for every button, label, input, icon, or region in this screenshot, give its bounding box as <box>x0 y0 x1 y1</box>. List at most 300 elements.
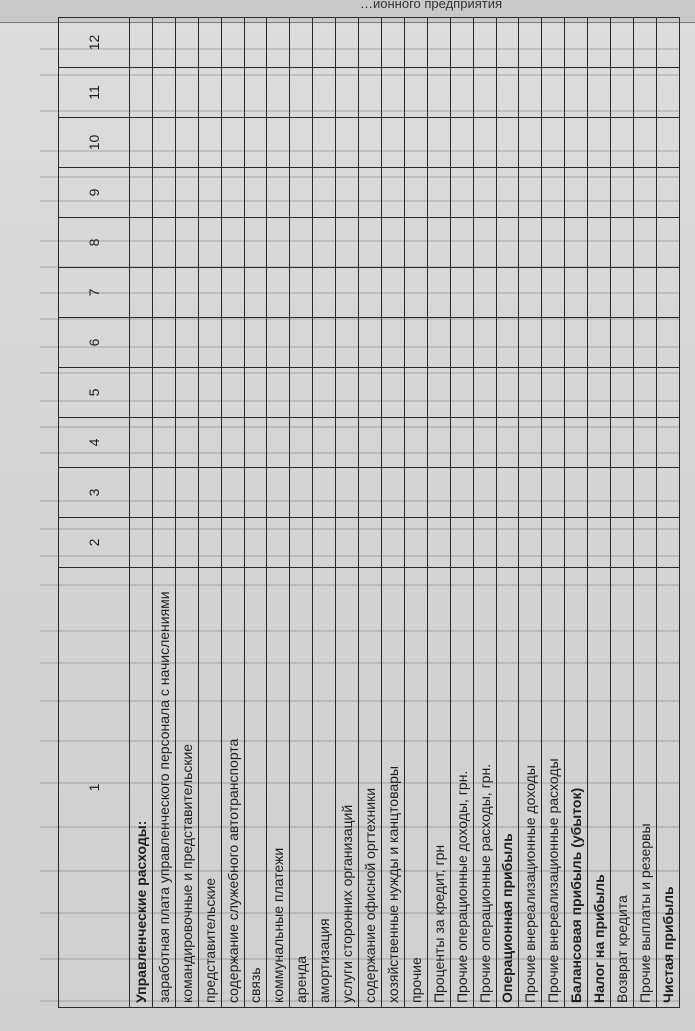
empty-cell <box>267 368 290 418</box>
empty-cell <box>175 118 198 168</box>
empty-cell <box>542 318 565 368</box>
empty-cell <box>588 418 611 468</box>
empty-cell <box>450 418 473 468</box>
table-row <box>473 18 496 1008</box>
row-label: Прочие внереализационные доходы <box>519 568 542 1008</box>
empty-cell <box>130 218 153 268</box>
empty-cell <box>519 518 542 568</box>
empty-cell <box>633 168 656 218</box>
empty-cell <box>359 368 382 418</box>
empty-cell <box>336 18 359 68</box>
empty-cell <box>313 418 336 468</box>
empty-cell <box>381 118 404 168</box>
empty-cell <box>565 218 588 268</box>
empty-cell <box>267 68 290 118</box>
empty-cell <box>542 468 565 518</box>
empty-cell <box>519 368 542 418</box>
row-label: Прочие операционные расходы, грн. <box>473 568 496 1008</box>
empty-cell <box>496 168 519 218</box>
empty-cell <box>427 168 450 218</box>
empty-cell <box>359 168 382 218</box>
empty-cell <box>496 68 519 118</box>
empty-cell <box>450 118 473 168</box>
empty-cell <box>588 218 611 268</box>
column-number-3: 3 <box>59 468 130 518</box>
empty-cell <box>198 418 221 468</box>
empty-cell <box>496 468 519 518</box>
empty-cell <box>359 418 382 468</box>
empty-cell <box>542 268 565 318</box>
empty-cell <box>519 418 542 468</box>
row-label: аренда <box>290 568 313 1008</box>
empty-cell <box>130 368 153 418</box>
empty-cell <box>290 118 313 168</box>
empty-cell <box>175 518 198 568</box>
empty-cell <box>519 18 542 68</box>
table-row <box>519 18 542 1008</box>
empty-cell <box>152 268 175 318</box>
empty-cell <box>588 168 611 218</box>
empty-cell <box>313 168 336 218</box>
empty-cell <box>359 18 382 68</box>
empty-cell <box>656 18 679 68</box>
table-row <box>565 18 588 1008</box>
empty-cell <box>633 268 656 318</box>
empty-cell <box>656 318 679 368</box>
empty-cell <box>611 368 634 418</box>
empty-cell <box>450 518 473 568</box>
empty-cell <box>336 368 359 418</box>
empty-cell <box>381 418 404 468</box>
table-row <box>336 18 359 1008</box>
empty-cell <box>267 218 290 268</box>
empty-cell <box>130 318 153 368</box>
table-row <box>267 18 290 1008</box>
row-label: хозяйственные нужды и канцтовары <box>381 568 404 1008</box>
running-header: …ионного предприятия <box>360 0 503 11</box>
empty-cell <box>290 368 313 418</box>
empty-cell <box>244 518 267 568</box>
empty-cell <box>130 168 153 218</box>
empty-cell <box>152 18 175 68</box>
empty-cell <box>290 218 313 268</box>
column-number-6: 6 <box>59 318 130 368</box>
empty-cell <box>427 68 450 118</box>
table-row <box>588 18 611 1008</box>
empty-cell <box>381 518 404 568</box>
empty-cell <box>152 518 175 568</box>
table-row <box>450 18 473 1008</box>
empty-cell <box>496 518 519 568</box>
row-label: Балансовая прибыль (убыток) <box>565 568 588 1008</box>
empty-cell <box>381 218 404 268</box>
empty-cell <box>313 518 336 568</box>
empty-cell <box>152 318 175 368</box>
empty-cell <box>450 18 473 68</box>
row-label: представительские <box>198 568 221 1008</box>
row-label: Прочие внереализационные расходы <box>542 568 565 1008</box>
empty-cell <box>542 68 565 118</box>
empty-cell <box>427 118 450 168</box>
empty-cell <box>611 118 634 168</box>
row-label: содержание служебного автотранспорта <box>221 568 244 1008</box>
table-row <box>656 18 679 1008</box>
empty-cell <box>427 318 450 368</box>
empty-cell <box>633 68 656 118</box>
empty-cell <box>588 318 611 368</box>
empty-cell <box>404 468 427 518</box>
empty-cell <box>198 368 221 418</box>
empty-cell <box>565 68 588 118</box>
empty-cell <box>313 118 336 168</box>
empty-cell <box>267 18 290 68</box>
empty-cell <box>473 18 496 68</box>
empty-cell <box>198 218 221 268</box>
empty-cell <box>473 368 496 418</box>
empty-cell <box>588 268 611 318</box>
empty-cell <box>633 368 656 418</box>
empty-cell <box>244 168 267 218</box>
empty-cell <box>152 418 175 468</box>
row-label: связь <box>244 568 267 1008</box>
empty-cell <box>130 18 153 68</box>
empty-cell <box>336 468 359 518</box>
empty-cell <box>221 168 244 218</box>
empty-cell <box>198 468 221 518</box>
empty-cell <box>611 318 634 368</box>
empty-cell <box>404 518 427 568</box>
empty-cell <box>473 218 496 268</box>
empty-cell <box>267 268 290 318</box>
empty-cell <box>313 18 336 68</box>
empty-cell <box>175 268 198 318</box>
empty-cell <box>290 418 313 468</box>
empty-cell <box>313 468 336 518</box>
empty-cell <box>633 18 656 68</box>
row-label: Управленческие расходы: <box>130 568 153 1008</box>
table-row <box>152 18 175 1008</box>
empty-cell <box>404 218 427 268</box>
empty-cell <box>336 118 359 168</box>
empty-cell <box>290 68 313 118</box>
empty-cell <box>267 468 290 518</box>
empty-cell <box>519 468 542 518</box>
empty-cell <box>404 118 427 168</box>
empty-cell <box>244 468 267 518</box>
empty-cell <box>496 368 519 418</box>
empty-cell <box>244 218 267 268</box>
empty-cell <box>152 68 175 118</box>
row-label: Чистая прибыль <box>656 568 679 1008</box>
empty-cell <box>611 268 634 318</box>
empty-cell <box>565 118 588 168</box>
empty-cell <box>404 68 427 118</box>
empty-cell <box>496 218 519 268</box>
empty-cell <box>221 268 244 318</box>
column-number-10: 10 <box>59 118 130 168</box>
empty-cell <box>404 318 427 368</box>
empty-cell <box>611 518 634 568</box>
empty-cell <box>473 468 496 518</box>
empty-cell <box>519 268 542 318</box>
empty-cell <box>496 18 519 68</box>
empty-cell <box>565 318 588 368</box>
empty-cell <box>381 318 404 368</box>
empty-cell <box>336 268 359 318</box>
empty-cell <box>450 368 473 418</box>
empty-cell <box>221 68 244 118</box>
table-row <box>404 18 427 1008</box>
empty-cell <box>519 168 542 218</box>
empty-cell <box>611 168 634 218</box>
row-label: амортизация <box>313 568 336 1008</box>
empty-cell <box>359 118 382 168</box>
empty-cell <box>473 268 496 318</box>
empty-cell <box>611 418 634 468</box>
empty-cell <box>244 18 267 68</box>
empty-cell <box>427 18 450 68</box>
empty-cell <box>381 468 404 518</box>
empty-cell <box>244 268 267 318</box>
empty-cell <box>656 68 679 118</box>
empty-cell <box>611 18 634 68</box>
row-label: услуги сторонних организаций <box>336 568 359 1008</box>
empty-cell <box>542 118 565 168</box>
empty-cell <box>427 518 450 568</box>
empty-cell <box>175 18 198 68</box>
empty-cell <box>588 518 611 568</box>
empty-cell <box>473 168 496 218</box>
empty-cell <box>633 418 656 468</box>
empty-cell <box>198 18 221 68</box>
column-number-9: 9 <box>59 168 130 218</box>
empty-cell <box>611 68 634 118</box>
empty-cell <box>313 368 336 418</box>
empty-cell <box>175 368 198 418</box>
empty-cell <box>450 268 473 318</box>
empty-cell <box>152 118 175 168</box>
empty-cell <box>359 318 382 368</box>
empty-cell <box>381 168 404 218</box>
empty-cell <box>198 68 221 118</box>
empty-cell <box>152 218 175 268</box>
empty-cell <box>152 368 175 418</box>
table-row <box>130 18 153 1008</box>
empty-cell <box>542 168 565 218</box>
empty-cell <box>244 368 267 418</box>
empty-cell <box>130 118 153 168</box>
empty-cell <box>473 318 496 368</box>
column-number-11: 11 <box>59 68 130 118</box>
empty-cell <box>290 168 313 218</box>
column-number-1: 1 <box>59 568 130 1008</box>
empty-cell <box>175 418 198 468</box>
empty-cell <box>565 168 588 218</box>
empty-cell <box>633 118 656 168</box>
empty-cell <box>633 468 656 518</box>
empty-cell <box>290 318 313 368</box>
empty-cell <box>359 218 382 268</box>
row-label: Налог на прибыль <box>588 568 611 1008</box>
column-number-7: 7 <box>59 268 130 318</box>
empty-cell <box>519 218 542 268</box>
empty-cell <box>473 518 496 568</box>
empty-cell <box>450 318 473 368</box>
row-label: Возврат кредита <box>611 568 634 1008</box>
empty-cell <box>313 268 336 318</box>
empty-cell <box>244 68 267 118</box>
empty-cell <box>404 168 427 218</box>
empty-cell <box>496 268 519 318</box>
row-label: Прочие операционные доходы, грн. <box>450 568 473 1008</box>
empty-cell <box>290 18 313 68</box>
empty-cell <box>244 318 267 368</box>
empty-cell <box>633 518 656 568</box>
empty-cell <box>656 168 679 218</box>
table-row <box>244 18 267 1008</box>
column-number-8: 8 <box>59 218 130 268</box>
empty-cell <box>381 18 404 68</box>
row-label: коммунальные платежи <box>267 568 290 1008</box>
empty-cell <box>221 218 244 268</box>
empty-cell <box>404 368 427 418</box>
empty-cell <box>450 168 473 218</box>
empty-cell <box>656 268 679 318</box>
empty-cell <box>244 418 267 468</box>
empty-cell <box>267 318 290 368</box>
empty-cell <box>152 168 175 218</box>
empty-cell <box>450 218 473 268</box>
empty-cell <box>336 168 359 218</box>
empty-cell <box>359 468 382 518</box>
empty-cell <box>130 418 153 468</box>
empty-cell <box>565 418 588 468</box>
table-row <box>611 18 634 1008</box>
empty-cell <box>633 318 656 368</box>
table-row <box>198 18 221 1008</box>
empty-cell <box>565 518 588 568</box>
empty-cell <box>130 268 153 318</box>
empty-cell <box>542 518 565 568</box>
rotated-table-wrapper <box>58 18 678 1008</box>
empty-cell <box>542 218 565 268</box>
empty-cell <box>336 418 359 468</box>
empty-cell <box>244 118 267 168</box>
empty-cell <box>404 268 427 318</box>
empty-cell <box>175 468 198 518</box>
empty-cell <box>427 468 450 518</box>
budget-table <box>58 17 680 1008</box>
empty-cell <box>404 418 427 468</box>
empty-cell <box>336 68 359 118</box>
column-number-4: 4 <box>59 418 130 468</box>
empty-cell <box>611 218 634 268</box>
empty-cell <box>656 218 679 268</box>
empty-cell <box>221 18 244 68</box>
empty-cell <box>519 318 542 368</box>
empty-cell <box>656 368 679 418</box>
table-row <box>359 18 382 1008</box>
column-number-5: 5 <box>59 368 130 418</box>
empty-cell <box>427 268 450 318</box>
empty-cell <box>496 418 519 468</box>
column-number-12: 12 <box>59 18 130 68</box>
empty-cell <box>130 68 153 118</box>
empty-cell <box>450 68 473 118</box>
empty-cell <box>565 268 588 318</box>
table-row <box>313 18 336 1008</box>
empty-cell <box>313 218 336 268</box>
table-row <box>427 18 450 1008</box>
empty-cell <box>221 318 244 368</box>
empty-cell <box>588 368 611 418</box>
empty-cell <box>175 218 198 268</box>
empty-cell <box>198 318 221 368</box>
empty-cell <box>267 418 290 468</box>
empty-cell <box>381 68 404 118</box>
row-label: Проценты за кредит, грн <box>427 568 450 1008</box>
row-label: Операционная прибыль <box>496 568 519 1008</box>
row-label: Прочие выплаты и резервы <box>633 568 656 1008</box>
empty-cell <box>267 518 290 568</box>
row-label: прочие <box>404 568 427 1008</box>
empty-cell <box>336 218 359 268</box>
empty-cell <box>221 418 244 468</box>
row-label: заработная плата управленческого персонала с начислениями <box>152 568 175 1008</box>
empty-cell <box>519 118 542 168</box>
empty-cell <box>175 68 198 118</box>
empty-cell <box>496 318 519 368</box>
empty-cell <box>152 468 175 518</box>
empty-cell <box>198 118 221 168</box>
empty-cell <box>290 518 313 568</box>
empty-cell <box>198 168 221 218</box>
table-row <box>221 18 244 1008</box>
empty-cell <box>542 368 565 418</box>
empty-cell <box>473 418 496 468</box>
empty-cell <box>198 268 221 318</box>
row-label: содержание офисной оргтехники <box>359 568 382 1008</box>
empty-cell <box>565 18 588 68</box>
empty-cell <box>565 468 588 518</box>
empty-cell <box>656 518 679 568</box>
empty-cell <box>336 518 359 568</box>
empty-cell <box>130 468 153 518</box>
table-row <box>633 18 656 1008</box>
table-row <box>496 18 519 1008</box>
empty-cell <box>175 318 198 368</box>
empty-cell <box>267 168 290 218</box>
empty-cell <box>588 68 611 118</box>
empty-cell <box>588 18 611 68</box>
empty-cell <box>656 118 679 168</box>
empty-cell <box>633 218 656 268</box>
empty-cell <box>656 418 679 468</box>
empty-cell <box>427 368 450 418</box>
empty-cell <box>473 118 496 168</box>
empty-cell <box>381 368 404 418</box>
empty-cell <box>496 118 519 168</box>
table-row <box>290 18 313 1008</box>
table-row <box>542 18 565 1008</box>
empty-cell <box>656 468 679 518</box>
empty-cell <box>611 468 634 518</box>
empty-cell <box>381 268 404 318</box>
table-row <box>175 18 198 1008</box>
empty-cell <box>221 468 244 518</box>
column-number-2: 2 <box>59 518 130 568</box>
empty-cell <box>565 368 588 418</box>
